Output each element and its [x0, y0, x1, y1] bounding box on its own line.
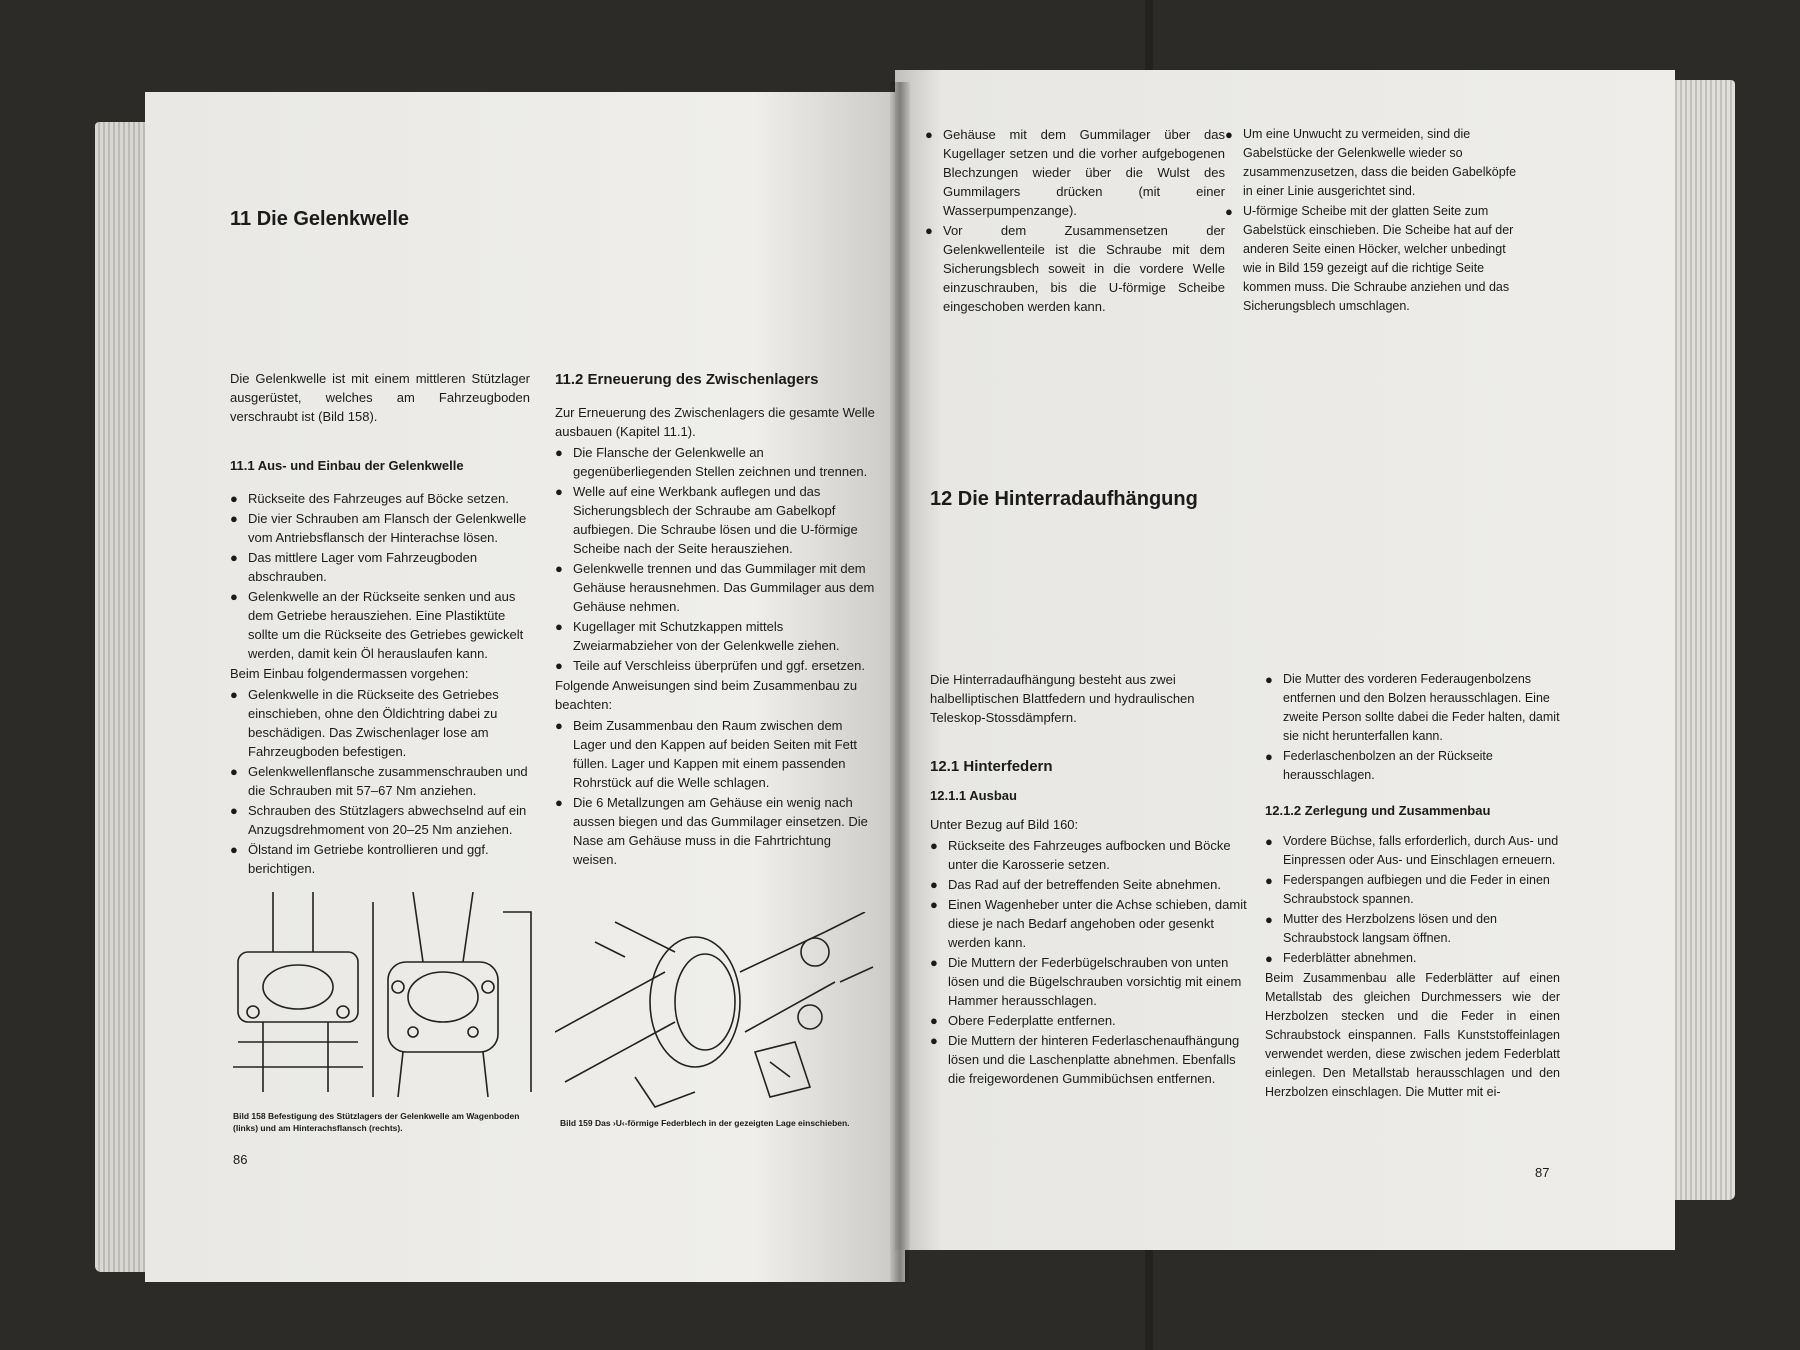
- right-col-4-bullets: [1265, 670, 1560, 785]
- list-item: ● Gelenkwelle trennen und das Gummilager mit dem Gehäuse herausnehmen. Das Gummilager aus dem Gehäuse nehmen.: [555, 559, 875, 616]
- list-item: ● Ölstand im Getriebe kontrollieren und ggf. berichtigen.: [230, 840, 530, 878]
- left-page: [145, 92, 905, 1282]
- list-item: ● Das Rad auf der betreffenden Seite abnehmen.: [930, 875, 1250, 894]
- list-item: ● Gelenkwelle in die Rückseite des Getriebes einschieben, ohne den Öldichtring dabei zu beschädigen. Das Zwischenlager lose am Fahrzeugboden befestigen.: [230, 685, 530, 761]
- figure-159-drawing: [555, 912, 875, 1112]
- right-col-4: [1265, 670, 1560, 1104]
- list-item: ● Die 6 Metallzungen am Gehäuse ein wenig nach aussen biegen und das Gummilager einsetzen. Die Nase am Gehäuse muss in die Fahrtrichtung weisen.: [555, 793, 875, 869]
- removal-intro: Unter Bezug auf Bild 160:: [930, 817, 1079, 832]
- list-item: ● Das mittlere Lager vom Fahrzeugboden abschrauben.: [230, 548, 530, 586]
- list-item: ● Einen Wagenheber unter die Achse schieben, damit diese je nach Bedarf angehoben oder gesenkt werden kann.: [930, 895, 1250, 952]
- right-col-2: [1225, 125, 1525, 317]
- list-item: ● Vordere Büchse, falls erforderlich, durch Aus- und Einpressen oder Aus- und Einschlagen erneuern.: [1265, 832, 1560, 870]
- left-col-2: [555, 370, 875, 870]
- list-item: ● Rückseite des Fahrzeuges auf Böcke setzen.: [230, 489, 530, 508]
- removal-bullets: [930, 836, 1250, 1088]
- section-11-1-bullets: [230, 489, 530, 663]
- list-item: ● Die vier Schrauben am Flansch der Gelenkwelle vom Antriebsflansch der Hinterachse lösen.: [230, 509, 530, 547]
- list-item: ● Federlaschenbolzen an der Rückseite herausschlagen.: [1265, 747, 1560, 785]
- list-item: ● Federblätter abnehmen.: [1265, 949, 1560, 968]
- assembly-paragraph: Beim Zusammenbau alle Federblätter auf einen Metallstab des gleichen Durchmessers wie der Herzbolzen stecken und die Feder in einen Schraubstock einspannen. Falls Kunststoffeinlagen verwendet werden, diese zwischen jedem Federblatt einlegen. Den Metallstab herausschlagen und den Herzbolzen einschlagen. Die Mutter mit ei-: [1265, 971, 1560, 1099]
- page-number-87: 87: [1535, 1165, 1550, 1180]
- open-book: [95, 62, 1735, 1282]
- list-item: ● Die Muttern der hinteren Federlaschenaufhängung lösen und die Laschenplatte abnehmen. Ebenfalls die freigewordenen Gummibüchsen entfernen.: [930, 1031, 1250, 1088]
- figure-158-drawing: [233, 892, 533, 1102]
- left-col-1: [230, 210, 530, 879]
- section-11-2-intro: Zur Erneuerung des Zwischenlagers die gesamte Welle ausbauen (Kapitel 11.1).: [555, 405, 875, 439]
- right-page: [895, 70, 1675, 1250]
- list-item: ● Beim Zusammenbau den Raum zwischen dem Lager und den Kappen auf beiden Seiten mit Fett füllen. Lager und Kappen mit einem passenden Rohrstück auf die Welle schlagen.: [555, 716, 875, 792]
- list-item: ● Teile auf Verschleiss überprüfen und ggf. ersetzen.: [555, 656, 875, 675]
- right-col-1: [925, 125, 1225, 317]
- chapter-11-title: 11 Die Gelenkwelle: [230, 208, 409, 230]
- section-12-1-title: 12.1 Hinterfedern: [930, 758, 1053, 775]
- list-item: ● Gelenkwelle an der Rückseite senken und aus dem Getriebe herausziehen. Eine Plastiktüte sollte um die Rückseite des Getriebes gewickelt werden, damit kein Öl herauslaufen kann.: [230, 587, 530, 663]
- list-item: ● Die Muttern der Federbügelschrauben von unten lösen und die Bügelschrauben vorsichtig mit einem Hammer herausschlagen.: [930, 953, 1250, 1010]
- disassembly-bullets: [1265, 832, 1560, 968]
- list-item: ● Rückseite des Fahrzeuges aufbocken und Böcke unter die Karosserie setzen.: [930, 836, 1250, 874]
- list-item: ● Welle auf eine Werkbank auflegen und das Sicherungsblech der Schraube am Gabelkopf aufbiegen. Die Schraube lösen und die U-förmige Scheibe nach der Seite herausziehen.: [555, 482, 875, 558]
- chapter-12-heading-block: [930, 490, 1330, 509]
- list-item: ● Die Mutter des vorderen Federaugenbolzens entfernen und den Bolzen herausschlagen. Eine zweite Person sollte dabei die Feder halten, damit sie nicht herunterfallen kann.: [1265, 670, 1560, 746]
- section-11-2-title: 11.2 Erneuerung des Zwischenlagers: [555, 371, 819, 388]
- install-intro: Beim Einbau folgendermassen vorgehen:: [230, 666, 469, 681]
- page-number-86: 86: [233, 1152, 248, 1167]
- list-item: ● Kugellager mit Schutzkappen mittels Zweiarmabzieher von der Gelenkwelle ziehen.: [555, 617, 875, 655]
- chapter-12-intro: Die Hinterradaufhängung besteht aus zwei halbelliptischen Blattfedern und hydraulischen Teleskop-Stossdämpfern.: [930, 672, 1195, 725]
- right-col-2-bullets: [1225, 125, 1525, 316]
- list-item: ● U-förmige Scheibe mit der glatten Seite zum Gabelstück einschieben. Die Scheibe hat auf der anderen Seite einen Höcker, welcher unbedingt wie in Bild 159 gezeigt auf die richtige Seite kommen muss. Die Schraube anziehen und das Sicherungsblech umschlagen.: [1225, 202, 1525, 316]
- book-gutter: [890, 82, 910, 1282]
- install-bullets: [230, 685, 530, 878]
- figure-158-caption: Bild 158 Befestigung des Stützlagers der Gelenkwelle am Wagenboden (links) und am Hinterachsflansch (rechts).: [233, 1111, 520, 1133]
- figure-159-caption: Bild 159 Das ›U‹-förmige Federblech in der gezeigten Lage einschieben.: [560, 1118, 850, 1128]
- list-item: ● Mutter des Herzbolzens lösen und den Schraubstock langsam öffnen.: [1265, 910, 1560, 948]
- section-11-1-title: 11.1 Aus- und Einbau der Gelenkwelle: [230, 458, 464, 473]
- list-item: ● Gehäuse mit dem Gummilager über das Kugellager setzen und die vorher aufgebogenen Blechzungen wieder über die Wulst des Gummilagers drücken (mit einer Wasserpumpenzange).: [925, 125, 1225, 220]
- list-item: ● Obere Federplatte entfernen.: [930, 1011, 1250, 1030]
- assembly-intro: Folgende Anweisungen sind beim Zusammenbau zu beachten:: [555, 678, 858, 712]
- section-12-1-1-title: 12.1.1 Ausbau: [930, 788, 1017, 803]
- list-item: ● Vor dem Zusammensetzen der Gelenkwellenteile ist die Schraube mit dem Sicherungsblech soweit in die vordere Welle einzuschrauben, bis die U-förmige Scheibe eingeschoben werden kann.: [925, 221, 1225, 316]
- list-item: ● Gelenkwellenflansche zusammenschrauben und die Schrauben mit 57–67 Nm anziehen.: [230, 762, 530, 800]
- list-item: ● Die Flansche der Gelenkwelle an gegenüberliegenden Stellen zeichnen und trennen.: [555, 443, 875, 481]
- right-col-1-bullets: [925, 125, 1225, 316]
- section-11-2-bullets: [555, 443, 875, 675]
- list-item: ● Schrauben des Stützlagers abwechselnd auf ein Anzugsdrehmoment von 20–25 Nm anziehen.: [230, 801, 530, 839]
- section-12-1-2-title: 12.1.2 Zerlegung und Zusammenbau: [1265, 803, 1491, 818]
- chapter-11-intro: Die Gelenkwelle ist mit einem mittleren Stützlager ausgerüstet, welches am Fahrzeugboden verschraubt ist (Bild 158).: [230, 371, 530, 424]
- list-item: ● Um eine Unwucht zu vermeiden, sind die Gabelstücke der Gelenkwelle wieder so zusammenzusetzen, dass die beiden Gabelköpfe in einer Linie ausgerichtet sind.: [1225, 125, 1525, 201]
- right-col-3: [930, 670, 1250, 1089]
- assembly-bullets: [555, 716, 875, 869]
- right-page-edges: [1665, 80, 1735, 1200]
- chapter-12-title: 12 Die Hinterradaufhängung: [930, 488, 1198, 510]
- list-item: ● Federspangen aufbiegen und die Feder in einen Schraubstock spannen.: [1265, 871, 1560, 909]
